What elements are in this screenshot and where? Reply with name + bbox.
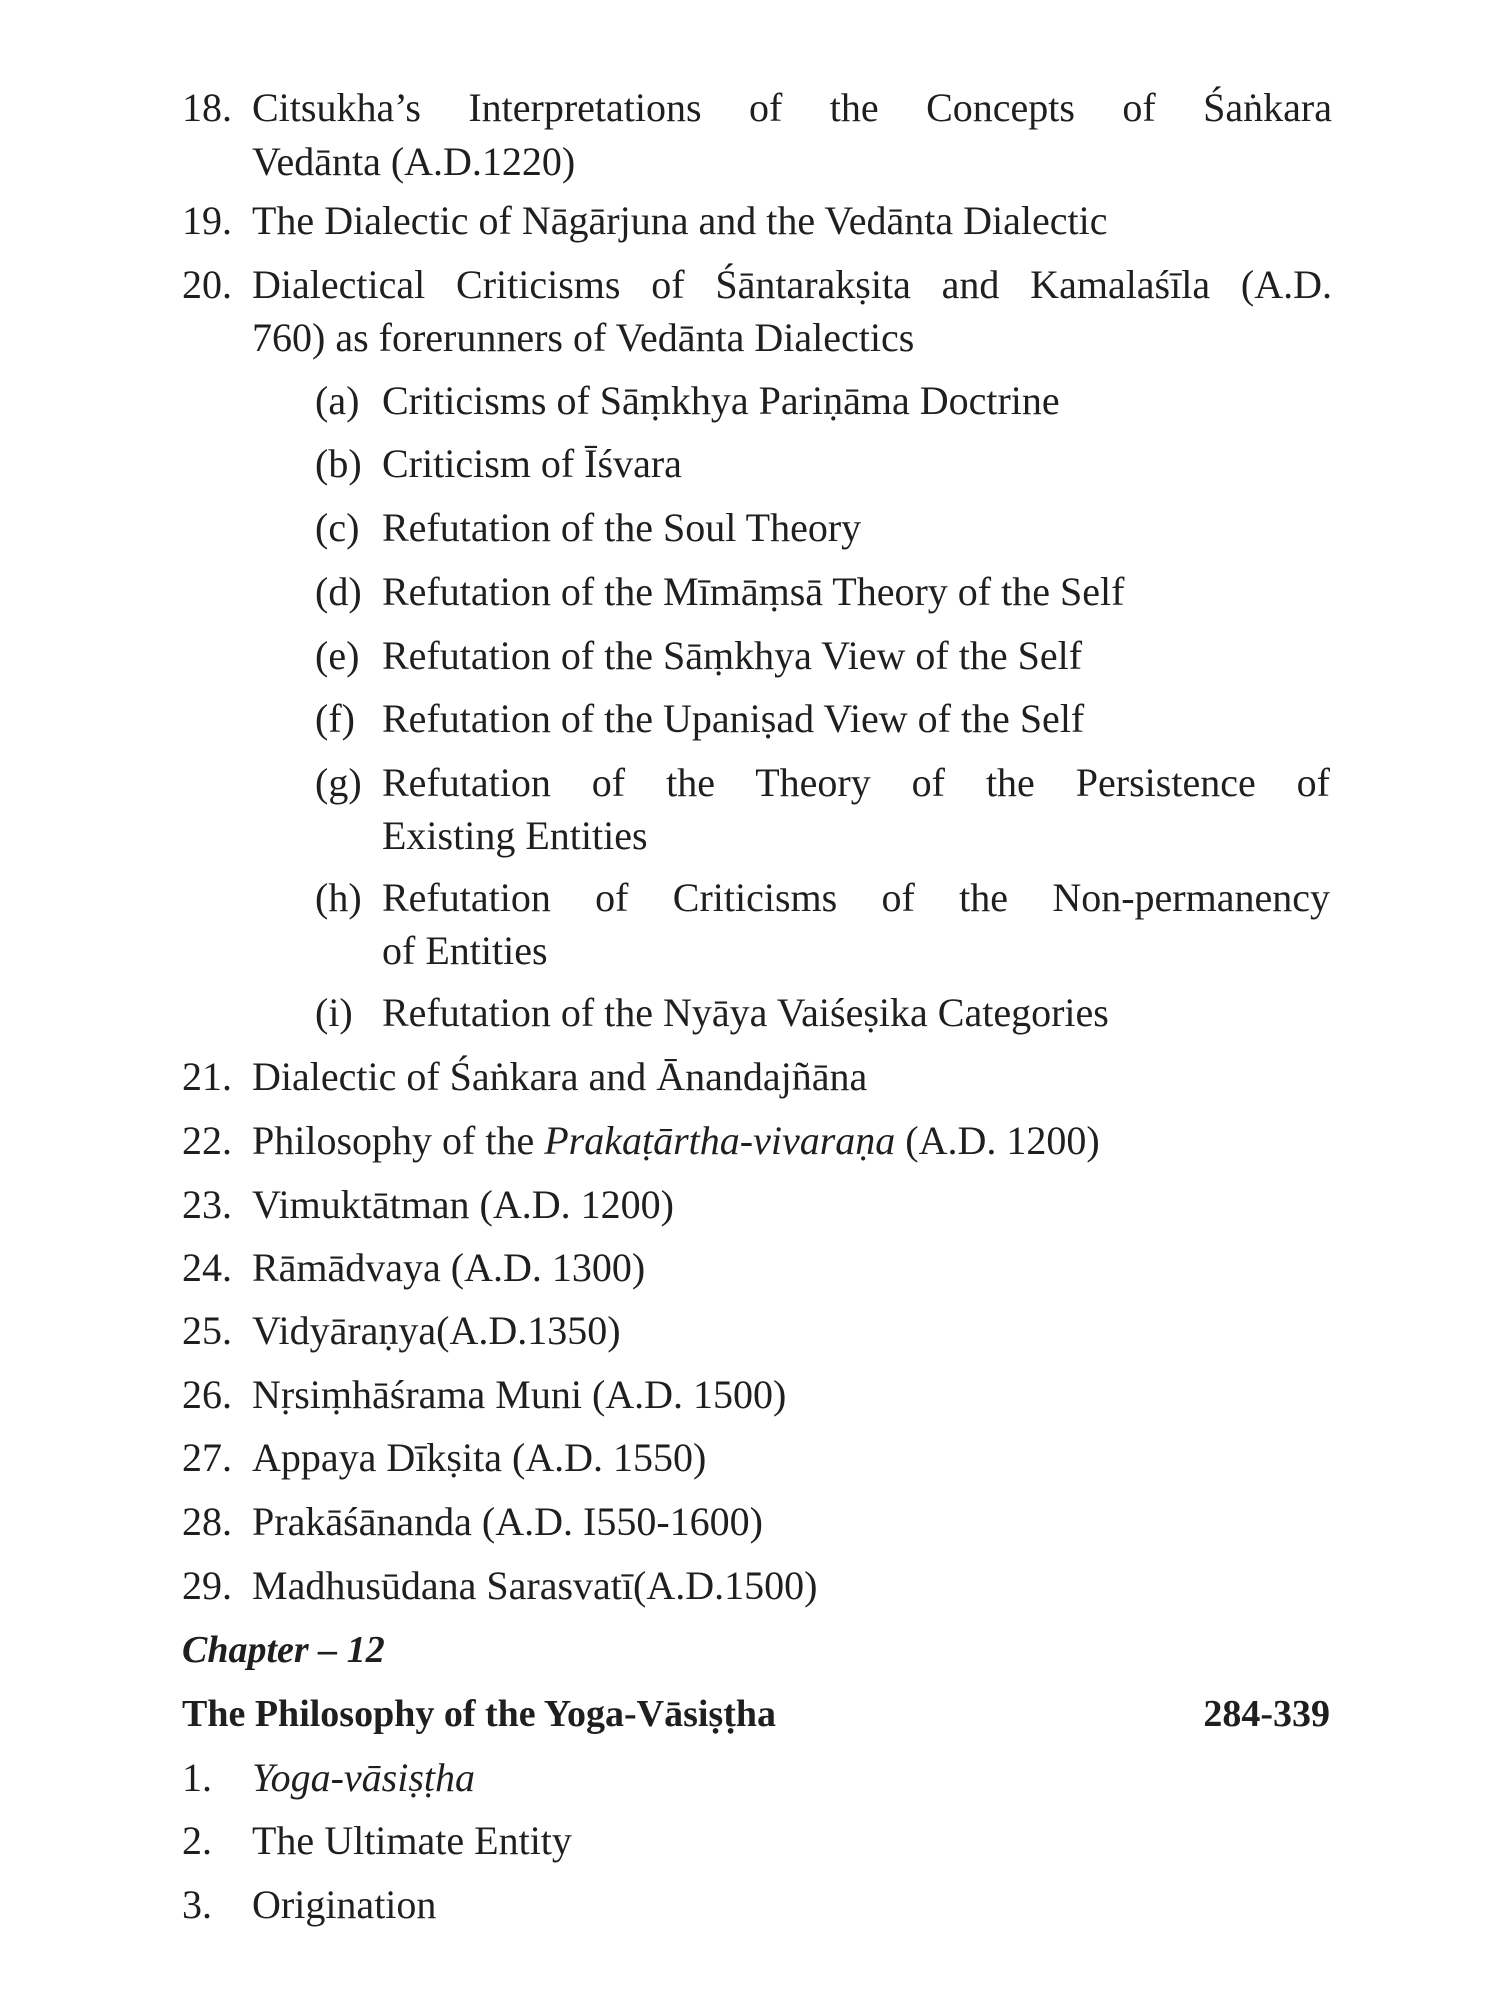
item-number: 26. — [182, 1372, 232, 1417]
item-number: 2. — [182, 1818, 212, 1863]
subitem-letter: (d) — [315, 569, 362, 614]
item-text: Origination — [252, 1882, 437, 1927]
subitem-text: Refutation of the Upaniṣad View of the Self — [382, 696, 1085, 741]
subitem-text: Criticism of Īśvara — [382, 441, 682, 486]
item-number: 1. — [182, 1755, 212, 1800]
item-text-suffix: (A.D. 1200) — [895, 1118, 1100, 1163]
item-number: 21. — [182, 1054, 232, 1099]
subitem-text: Refutation of the Mīmāṃsā Theory of the Self — [382, 569, 1125, 614]
item-text-prefix: Philosophy of the — [252, 1118, 545, 1163]
item-number: 25. — [182, 1308, 232, 1353]
subitem-letter: (b) — [315, 441, 362, 486]
subitem-text-continued: Existing Entities — [382, 813, 648, 858]
subitem-text: Refutation of the Soul Theory — [382, 505, 862, 550]
work-title: Prakaṭārtha-vivaraṇa — [544, 1118, 896, 1163]
item-text: The Ultimate Entity — [252, 1818, 572, 1863]
item-text: Appaya Dīkṣita (A.D. 1550) — [252, 1435, 707, 1480]
item-text: Citsukha’s Interpretations of the Concepts of Śaṅkara — [252, 85, 1332, 130]
subitem-text: Refutation of Criticisms of the Non-permanency — [382, 875, 1330, 920]
item-text — [252, 1115, 1332, 1167]
subitem-letter: (c) — [315, 505, 360, 550]
item-text: Vidyāraṇya(A.D.1350) — [252, 1308, 621, 1353]
item-text: Dialectical Criticisms of Śāntarakṣita and Kamalaśīla (A.D. — [252, 262, 1332, 307]
item-number: 29. — [182, 1563, 232, 1608]
subitem-text: Criticisms of Sāṃkhya Pariṇāma Doctrine — [382, 378, 1060, 423]
chapter-title: The Philosophy of the Yoga-Vāsiṣṭha — [182, 1693, 777, 1735]
item-text-continued: Vedānta (A.D.1220) — [252, 139, 576, 184]
subitem-letter: (g) — [315, 760, 362, 805]
item-text: Nṛsiṃhāśrama Muni (A.D. 1500) — [252, 1372, 787, 1417]
subitem-letter: (e) — [315, 633, 360, 678]
item-number: 27. — [182, 1435, 232, 1480]
subitem-text: Refutation of the Sāṃkhya View of the Self — [382, 633, 1083, 678]
item-text: Yoga-vāsiṣṭha — [252, 1755, 476, 1800]
item-number: 20. — [182, 262, 232, 307]
subitem-text: Refutation of the Nyāya Vaiśeṣika Categories — [382, 990, 1109, 1035]
item-text: The Dialectic of Nāgārjuna and the Vedānta Dialectic — [252, 198, 1108, 243]
item-text: Rāmādvaya (A.D. 1300) — [252, 1245, 646, 1290]
subitem-text-continued: of Entities — [382, 928, 548, 973]
subitem-letter: (i) — [315, 990, 353, 1035]
item-number: 18. — [182, 85, 232, 130]
item-number: 3. — [182, 1882, 212, 1927]
chapter-label: Chapter – 12 — [182, 1629, 385, 1671]
subitem-letter: (f) — [315, 696, 355, 741]
subitem-letter: (a) — [315, 378, 360, 423]
item-number: 22. — [182, 1118, 232, 1163]
item-number: 23. — [182, 1182, 232, 1227]
item-text: Dialectic of Śaṅkara and Ānandajñāna — [252, 1054, 868, 1099]
item-text-continued: 760) as forerunners of Vedānta Dialectics — [252, 315, 915, 360]
item-number: 19. — [182, 198, 232, 243]
subitem-text: Refutation of the Theory of the Persistence of — [382, 760, 1330, 805]
item-text: Prakāśānanda (A.D. I550-1600) — [252, 1499, 763, 1544]
subitem-letter: (h) — [315, 875, 362, 920]
item-text: Vimuktātman (A.D. 1200) — [252, 1182, 674, 1227]
chapter-page-range: 284-339 — [1203, 1693, 1330, 1735]
item-text: Madhusūdana Sarasvatī(A.D.1500) — [252, 1563, 818, 1608]
item-number: 24. — [182, 1245, 232, 1290]
item-number: 28. — [182, 1499, 232, 1544]
